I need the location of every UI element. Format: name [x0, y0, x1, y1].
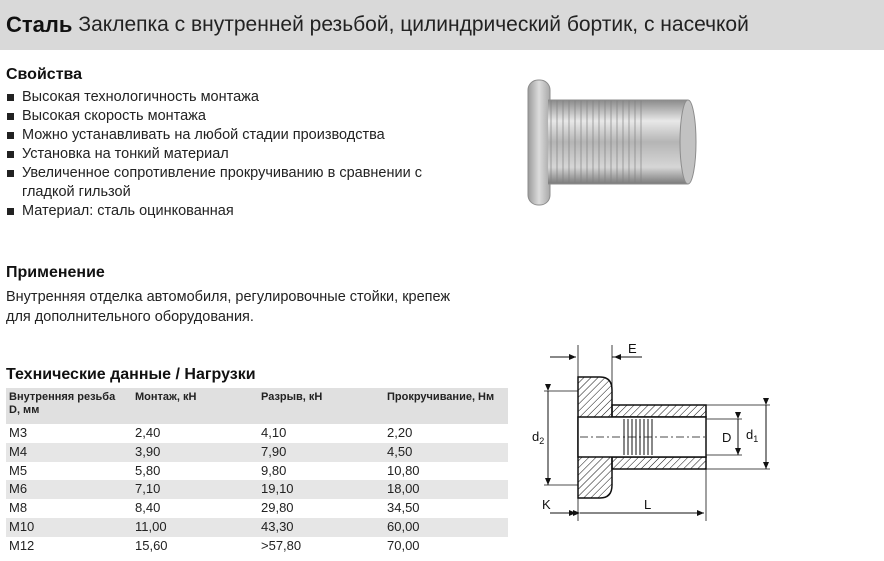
- table-cell: 18,00: [384, 480, 508, 499]
- table-cell: 7,90: [258, 443, 384, 462]
- table-cell: 4,10: [258, 424, 384, 443]
- list-item: Высокая скорость монтажа: [6, 107, 486, 126]
- rivet-nut-drawing: [520, 335, 800, 525]
- list-item: Материал: сталь оцинкованная: [6, 202, 486, 221]
- title-bar: [0, 0, 884, 50]
- table-cell: М8: [6, 499, 132, 518]
- column-header-torque: Прокручивание, Нм: [384, 388, 508, 424]
- column-header-break: Разрыв, кН: [258, 388, 384, 424]
- table-cell: 8,40: [132, 499, 258, 518]
- table-row: [6, 480, 508, 499]
- table-cell: М3: [6, 424, 132, 443]
- application-text: Внутренняя отделка автомобиля, регулировочные стойки, крепеж для дополнительного оборудования.: [6, 289, 451, 325]
- table-cell: 2,40: [132, 424, 258, 443]
- title-description: Заклепка с внутренней резьбой, цилиндрический бортик, с насечкой: [78, 13, 749, 36]
- table-cell: 2,20: [384, 424, 508, 443]
- technical-heading: Технические данные / Нагрузки: [6, 366, 256, 383]
- properties-list: [6, 88, 486, 221]
- column-header-thread: Внутренняя резьба D, мм: [6, 388, 132, 424]
- table-row: [6, 424, 508, 443]
- list-item: Увеличенное сопротивление прокручиванию в сравнении с гладкой гильзой: [6, 164, 476, 202]
- label-k: K: [542, 497, 551, 512]
- table-cell: 34,50: [384, 499, 508, 518]
- list-item: Высокая технологичность монтажа: [6, 88, 486, 107]
- label-d1: $d_1$: [746, 427, 759, 444]
- table-cell: 4,50: [384, 443, 508, 462]
- label-d2: $d_2$: [532, 429, 545, 446]
- list-item: Можно устанавливать на любой стадии производства: [6, 126, 486, 145]
- properties-heading: Свойства: [6, 66, 83, 83]
- table-cell: 29,80: [258, 499, 384, 518]
- label-l: L: [644, 497, 652, 512]
- table-cell: >57,80: [258, 537, 384, 556]
- table-cell: 5,80: [132, 462, 258, 481]
- label-d: D: [722, 430, 732, 445]
- table-row: [6, 462, 508, 481]
- table-cell: 15,60: [132, 537, 258, 556]
- table-header-row: [6, 388, 508, 424]
- table-cell: 70,00: [384, 537, 508, 556]
- list-item: Установка на тонкий материал: [6, 145, 486, 164]
- table-cell: М10: [6, 518, 132, 537]
- table-row: [6, 518, 508, 537]
- table-cell: М5: [6, 462, 132, 481]
- table-cell: 3,90: [132, 443, 258, 462]
- application-heading: Применение: [6, 264, 105, 281]
- title-material: Сталь: [6, 12, 73, 37]
- table-cell: М4: [6, 443, 132, 462]
- table-cell: 60,00: [384, 518, 508, 537]
- table-row: [6, 443, 508, 462]
- table-row: [6, 537, 508, 556]
- table-cell: 43,30: [258, 518, 384, 537]
- table-cell: М6: [6, 480, 132, 499]
- label-e: E: [628, 341, 637, 356]
- column-header-mounting: Монтаж, кН: [132, 388, 258, 424]
- table-cell: 11,00: [132, 518, 258, 537]
- table-cell: 7,10: [132, 480, 258, 499]
- table-row: [6, 499, 508, 518]
- table-cell: 19,10: [258, 480, 384, 499]
- table-cell: М12: [6, 537, 132, 556]
- specs-table: [6, 388, 508, 556]
- table-cell: 9,80: [258, 462, 384, 481]
- rivet-nut-photo: [520, 70, 710, 215]
- table-cell: 10,80: [384, 462, 508, 481]
